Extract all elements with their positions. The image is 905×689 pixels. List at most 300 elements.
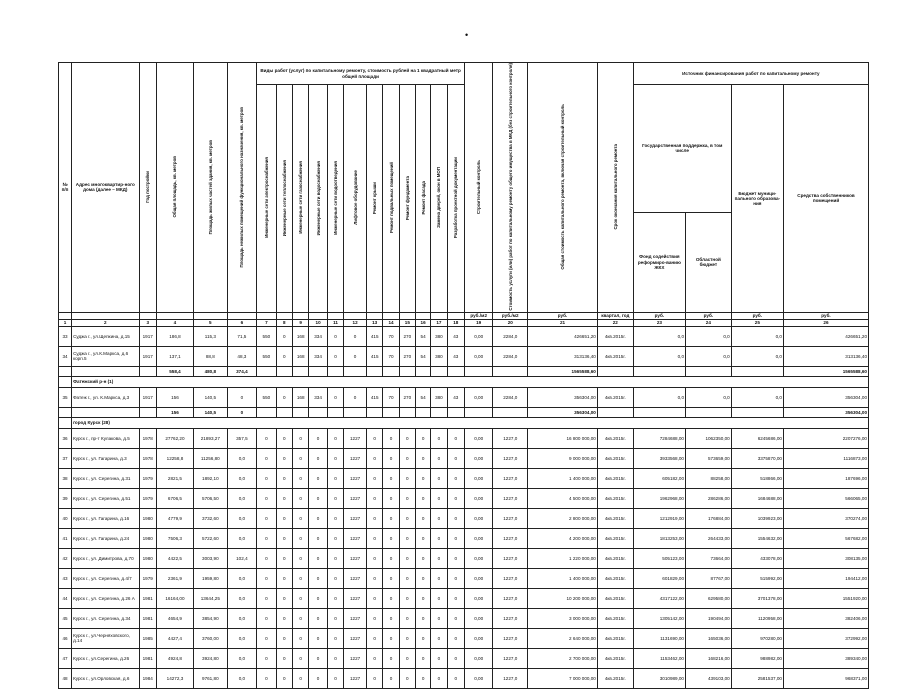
row-address: Курск г., ул. Гагарина, д.3 xyxy=(72,448,139,468)
subtotal-blank xyxy=(344,407,367,417)
table-row xyxy=(59,548,869,568)
row-address: Курск г., ул. Серегина, д.34 xyxy=(72,608,139,628)
section-header-row xyxy=(59,417,869,428)
row-work-cost: 0 xyxy=(447,428,464,448)
row-number: 37 xyxy=(59,448,72,468)
row-work-cost: 0 xyxy=(447,528,464,548)
subtotal-blank xyxy=(731,407,783,417)
column-number: 1 xyxy=(59,319,72,326)
row-work-cost: 0 xyxy=(309,528,328,548)
row-regional: 629580,00 xyxy=(686,588,732,608)
row-owners: 389340,00 xyxy=(783,648,868,668)
unit-cell-empty xyxy=(276,312,292,319)
row-work-cost: 0 xyxy=(344,387,367,407)
unit-cell-empty xyxy=(139,312,156,319)
row-work-cost: 0 xyxy=(309,428,328,448)
row-number: 34 xyxy=(59,346,72,366)
row-work-cost: 0 xyxy=(276,568,292,588)
row-total-cost: 2 800 000,00 xyxy=(528,508,598,528)
row-regional: 190494,00 xyxy=(686,608,732,628)
row-work-cost: 1227 xyxy=(344,428,367,448)
row-address: Фатеж г., ул. К.Маркса, д.3 xyxy=(72,387,139,407)
row-address: Курск г., ул. Серегина, д.26 А xyxy=(72,588,139,608)
row-unit-cost: 2284,0 xyxy=(493,346,528,366)
row-nonliving-area: 0,0 xyxy=(227,648,256,668)
row-nonliving-area: 0,0 xyxy=(227,448,256,468)
table-row xyxy=(59,346,869,366)
row-deadline: 4кв.2015г. xyxy=(597,326,633,346)
row-total-cost: 10 200 000,00 xyxy=(528,588,598,608)
column-number: 25 xyxy=(731,319,783,326)
subtotal-blank xyxy=(367,366,383,376)
row-work-cost: 43 xyxy=(447,346,464,366)
row-work-cost: 0 xyxy=(367,448,383,468)
row-work-cost: 0 xyxy=(276,468,292,488)
column-number: 19 xyxy=(465,319,493,326)
row-total-area: 4427,4 xyxy=(156,628,193,648)
col-work-header: Замена дверей, окон в МОП xyxy=(431,85,447,313)
row-work-cost: 0 xyxy=(416,468,431,488)
row-municipal: 2581537,00 xyxy=(731,668,783,688)
subtotal-cost: 356304,00 xyxy=(528,407,598,417)
row-fund: 1212919,00 xyxy=(633,508,685,528)
row-municipal: 3701378,00 xyxy=(731,588,783,608)
row-work-cost: 0 xyxy=(327,608,343,628)
row-total-cost: 1 220 000,00 xyxy=(528,548,598,568)
row-total-cost: 313136,40 xyxy=(528,346,598,366)
row-control: 0,00 xyxy=(465,387,493,407)
row-work-cost: 415 xyxy=(367,326,383,346)
unit-cell: руб. xyxy=(783,312,868,319)
row-work-cost: 0 xyxy=(327,628,343,648)
row-living-area: 13644,25 xyxy=(193,588,227,608)
row-work-cost: 0 xyxy=(309,628,328,648)
row-unit-cost: 1227,0 xyxy=(493,488,528,508)
row-control: 0,00 xyxy=(465,568,493,588)
row-regional: 0,0 xyxy=(686,326,732,346)
row-work-cost: 415 xyxy=(367,387,383,407)
row-municipal: 0,0 xyxy=(731,387,783,407)
row-fund: 3933568,00 xyxy=(633,448,685,468)
row-work-cost: 0 xyxy=(367,648,383,668)
row-deadline: 4кв.2015г. xyxy=(597,588,633,608)
column-number: 22 xyxy=(597,319,633,326)
row-work-cost: 550 xyxy=(257,387,277,407)
row-total-area: 156 xyxy=(156,387,193,407)
subtotal-blank xyxy=(72,366,139,376)
row-work-cost: 0 xyxy=(416,428,431,448)
row-unit-cost: 2284,0 xyxy=(493,326,528,346)
row-work-cost: 0 xyxy=(309,648,328,668)
row-total-cost: 356304,00 xyxy=(528,387,598,407)
row-total-area: 186,8 xyxy=(156,326,193,346)
row-year: 1917 xyxy=(139,346,156,366)
row-work-cost: 0 xyxy=(276,488,292,508)
row-work-cost: 0 xyxy=(431,528,447,548)
row-work-cost: 0 xyxy=(367,468,383,488)
row-number: 44 xyxy=(59,588,72,608)
row-control: 0,00 xyxy=(465,468,493,488)
subtotal-nonliving-area: 374,4 xyxy=(227,366,256,376)
row-number: 36 xyxy=(59,428,72,448)
row-unit-cost: 1227,0 xyxy=(493,468,528,488)
col-address-header: Адрес многоквартир-ного дома (далее – МКД) xyxy=(72,63,139,313)
row-nonliving-area: 357,5 xyxy=(227,428,256,448)
row-regional: 176884,00 xyxy=(686,508,732,528)
capital-repair-table xyxy=(58,62,869,689)
row-work-cost: 0 xyxy=(276,428,292,448)
row-work-cost: 0 xyxy=(416,668,431,688)
row-work-cost: 0 xyxy=(447,588,464,608)
subtotal-blank xyxy=(447,407,464,417)
row-work-cost: 334 xyxy=(309,346,328,366)
row-address: Суджа г., ул.К.Маркса, д.6 корп.5 xyxy=(72,346,139,366)
row-work-cost: 0 xyxy=(367,528,383,548)
row-nonliving-area: 0,0 xyxy=(227,588,256,608)
row-year: 1981 xyxy=(139,608,156,628)
row-unit-cost: 2284,0 xyxy=(493,387,528,407)
row-fund: 3010989,00 xyxy=(633,668,685,688)
row-work-cost: 0 xyxy=(383,528,399,548)
unit-cell-empty xyxy=(367,312,383,319)
row-work-cost: 0 xyxy=(293,508,309,528)
row-work-cost: 0 xyxy=(344,346,367,366)
row-work-cost: 0 xyxy=(416,608,431,628)
row-municipal: 970280,00 xyxy=(731,628,783,648)
row-work-cost: 1227 xyxy=(344,488,367,508)
row-work-cost: 0 xyxy=(327,346,343,366)
table-row xyxy=(59,608,869,628)
row-work-cost: 0 xyxy=(327,387,343,407)
row-fund: 1131690,00 xyxy=(633,628,685,648)
col-year-header: Год постройки xyxy=(139,63,156,313)
row-regional: 73664,00 xyxy=(686,548,732,568)
row-deadline: 4кв.2015г. xyxy=(597,387,633,407)
row-work-cost: 70 xyxy=(383,346,399,366)
row-work-cost: 550 xyxy=(257,326,277,346)
row-number: 38 xyxy=(59,468,72,488)
row-year: 1917 xyxy=(139,326,156,346)
row-living-area: 1959,80 xyxy=(193,568,227,588)
row-work-cost: 0 xyxy=(416,528,431,548)
row-control: 0,00 xyxy=(465,448,493,468)
subtotal-blank xyxy=(731,366,783,376)
row-work-cost: 1227 xyxy=(344,568,367,588)
row-work-cost: 0 xyxy=(447,508,464,528)
column-number: 11 xyxy=(327,319,343,326)
subtotal-blank xyxy=(431,366,447,376)
row-number: 35 xyxy=(59,387,72,407)
row-work-cost: 0 xyxy=(276,548,292,568)
page-mark: • xyxy=(465,30,469,40)
row-number: 46 xyxy=(59,628,72,648)
row-work-cost: 0 xyxy=(383,588,399,608)
row-regional: 573659,00 xyxy=(686,448,732,468)
subtotal-blank xyxy=(399,407,415,417)
row-total-area: 6706,5 xyxy=(156,488,193,508)
row-work-cost: 0 xyxy=(367,548,383,568)
col-municipal-header: Бюджет муници-пального образова-ния xyxy=(731,85,783,313)
row-deadline: 4кв.2015г. xyxy=(597,628,633,648)
row-deadline: 4кв.2015г. xyxy=(597,568,633,588)
row-work-cost: 0 xyxy=(383,508,399,528)
row-number: 45 xyxy=(59,608,72,628)
row-work-cost: 0 xyxy=(383,648,399,668)
row-address: Курск г., ул. Серегина, д.31 xyxy=(72,468,139,488)
col-num-header: № п/п xyxy=(59,63,72,313)
row-work-cost: 0 xyxy=(367,628,383,648)
row-work-cost: 0 xyxy=(399,648,415,668)
row-nonliving-area: 0,0 xyxy=(227,568,256,588)
unit-cell-empty xyxy=(293,312,309,319)
row-living-area: 3732,60 xyxy=(193,508,227,528)
row-work-cost: 0 xyxy=(399,468,415,488)
subtotal-nonliving-area: 0 xyxy=(227,407,256,417)
row-work-cost: 0 xyxy=(257,628,277,648)
column-number: 17 xyxy=(431,319,447,326)
subtotal-blank xyxy=(59,407,72,417)
row-total-area: 4779,9 xyxy=(156,508,193,528)
row-total-area: 16164,00 xyxy=(156,588,193,608)
column-numbers-row xyxy=(59,319,869,326)
subtotal-owners: 1565588,60 xyxy=(783,366,868,376)
unit-cell-empty xyxy=(72,312,139,319)
row-number: 42 xyxy=(59,548,72,568)
col-work-header: Ремонт фасада xyxy=(416,85,431,313)
row-regional: 88258,00 xyxy=(686,468,732,488)
subtotal-blank xyxy=(327,366,343,376)
row-work-cost: 0 xyxy=(276,628,292,648)
row-work-cost: 0 xyxy=(399,628,415,648)
row-work-cost: 0 xyxy=(309,668,328,688)
row-work-cost: 0 xyxy=(416,588,431,608)
row-year: 1981 xyxy=(139,588,156,608)
row-number: 43 xyxy=(59,568,72,588)
subtotal-blank xyxy=(465,366,493,376)
column-number: 23 xyxy=(633,319,685,326)
row-nonliving-area: 0,0 xyxy=(227,668,256,688)
subtotal-blank xyxy=(633,407,685,417)
row-control: 0,00 xyxy=(465,628,493,648)
row-number: 40 xyxy=(59,508,72,528)
row-total-area: 4924,8 xyxy=(156,648,193,668)
row-work-cost: 1227 xyxy=(344,448,367,468)
subtotal-cost: 1565588,60 xyxy=(528,366,598,376)
row-total-area: 137,1 xyxy=(156,346,193,366)
table-body xyxy=(59,326,869,688)
unit-cell-empty xyxy=(257,312,277,319)
unit-cell-empty xyxy=(327,312,343,319)
row-work-cost: 0 xyxy=(431,668,447,688)
row-work-cost: 0 xyxy=(276,668,292,688)
row-work-cost: 0 xyxy=(293,628,309,648)
section-header-row xyxy=(59,376,869,387)
row-work-cost: 1227 xyxy=(344,628,367,648)
subtotal-blank xyxy=(416,407,431,417)
row-work-cost: 0 xyxy=(327,568,343,588)
subtotal-blank xyxy=(257,366,277,376)
row-living-area: 88,8 xyxy=(193,346,227,366)
column-number: 20 xyxy=(493,319,528,326)
unit-cell-empty xyxy=(227,312,256,319)
row-municipal: 1039923,00 xyxy=(731,508,783,528)
row-unit-cost: 1227,0 xyxy=(493,448,528,468)
row-work-cost: 0 xyxy=(309,448,328,468)
row-work-cost: 0 xyxy=(276,608,292,628)
row-work-cost: 334 xyxy=(309,326,328,346)
subtotal-blank xyxy=(686,407,732,417)
section-label: город Курск (28) xyxy=(72,417,869,428)
row-work-cost: 0 xyxy=(309,588,328,608)
row-work-cost: 0 xyxy=(431,508,447,528)
subtotal-blank xyxy=(597,366,633,376)
row-nonliving-area: 0,0 xyxy=(227,488,256,508)
column-number: 12 xyxy=(344,319,367,326)
row-work-cost: 0 xyxy=(257,548,277,568)
row-unit-cost: 1227,0 xyxy=(493,608,528,628)
subtotal-blank xyxy=(431,407,447,417)
row-work-cost: 0 xyxy=(447,668,464,688)
row-work-cost: 0 xyxy=(447,448,464,468)
col-unit-cost-header: Стоимость услуги (или) работ по капитальному ремонту общего имущества в МКД (без строительного контроля) xyxy=(493,63,528,313)
row-regional: 1062350,00 xyxy=(686,428,732,448)
row-total-area: 7506,3 xyxy=(156,528,193,548)
row-deadline: 4кв.2015г. xyxy=(597,548,633,568)
row-work-cost: 334 xyxy=(309,387,328,407)
row-living-area: 3854,90 xyxy=(193,608,227,628)
row-work-cost: 0 xyxy=(383,668,399,688)
row-living-area: 3760,00 xyxy=(193,628,227,648)
subtotal-blank xyxy=(447,366,464,376)
row-work-cost: 0 xyxy=(309,488,328,508)
row-total-cost: 4 200 000,00 xyxy=(528,528,598,548)
row-fund: 1305142,00 xyxy=(633,608,685,628)
row-work-cost: 0 xyxy=(344,326,367,346)
column-number: 24 xyxy=(686,319,732,326)
row-control: 0,00 xyxy=(465,488,493,508)
subtotal-blank xyxy=(309,407,328,417)
col-work-header: Ремонт подвальных помещений xyxy=(383,85,399,313)
row-work-cost: 0 xyxy=(416,628,431,648)
row-total-area: 27762,20 xyxy=(156,428,193,448)
row-year: 1980 xyxy=(139,528,156,548)
subtotal-blank xyxy=(59,366,72,376)
row-unit-cost: 1227,0 xyxy=(493,508,528,528)
row-unit-cost: 1227,0 xyxy=(493,648,528,668)
unit-cell-empty xyxy=(399,312,415,319)
row-work-cost: 0 xyxy=(367,568,383,588)
row-work-cost: 415 xyxy=(367,346,383,366)
subtotal-blank xyxy=(257,407,277,417)
row-work-cost: 0 xyxy=(447,548,464,568)
row-work-cost: 168 xyxy=(293,346,309,366)
table-row xyxy=(59,508,869,528)
row-work-cost: 0 xyxy=(431,608,447,628)
row-work-cost: 0 xyxy=(327,468,343,488)
row-unit-cost: 1227,0 xyxy=(493,568,528,588)
row-control: 0,00 xyxy=(465,508,493,528)
table-row xyxy=(59,528,869,548)
row-year: 1979 xyxy=(139,568,156,588)
row-fund: 7284688,00 xyxy=(633,428,685,448)
row-year: 1979 xyxy=(139,488,156,508)
row-work-cost: 0 xyxy=(367,608,383,628)
subtotal-blank xyxy=(416,366,431,376)
row-number: 33 xyxy=(59,326,72,346)
row-nonliving-area: 102,4 xyxy=(227,548,256,568)
works-group-header: Виды работ (услуг) по капитальному ремонту, стоимость рублей на 1 квадратный метр общей площади xyxy=(257,63,465,85)
row-total-area: 2361,9 xyxy=(156,568,193,588)
row-work-cost: 0 xyxy=(276,588,292,608)
row-regional: 168216,00 xyxy=(686,648,732,668)
col-work-header: Инженерные сети водоснабжения xyxy=(309,85,328,313)
column-number: 5 xyxy=(193,319,227,326)
row-work-cost: 0 xyxy=(276,448,292,468)
units-row xyxy=(59,312,869,319)
col-deadline-header: Срок окончания капитального ремонта xyxy=(597,63,633,313)
row-address: Курск г., ул.Орловская, д.6 xyxy=(72,668,139,688)
subtotal-blank xyxy=(686,366,732,376)
row-control: 0,00 xyxy=(465,588,493,608)
column-number: 26 xyxy=(783,319,868,326)
row-address: Курск г., ул. Серегина, д.4/7 xyxy=(72,568,139,588)
row-work-cost: 0 xyxy=(309,568,328,588)
subtotal-blank xyxy=(72,407,139,417)
subtotal-blank xyxy=(493,366,528,376)
row-work-cost: 0 xyxy=(399,448,415,468)
row-nonliving-area: 48,3 xyxy=(227,346,256,366)
col-work-header: Ремонт фундамента xyxy=(399,85,415,313)
row-fund: 4317122,00 xyxy=(633,588,685,608)
row-living-area: 140,5 xyxy=(193,387,227,407)
row-work-cost: 380 xyxy=(431,387,447,407)
row-living-area: 9761,80 xyxy=(193,668,227,688)
table-row xyxy=(59,326,869,346)
column-number: 21 xyxy=(528,319,598,326)
row-year: 1978 xyxy=(139,428,156,448)
unit-cell-empty xyxy=(309,312,328,319)
column-number: 13 xyxy=(367,319,383,326)
subtotal-blank xyxy=(276,366,292,376)
column-number: 9 xyxy=(293,319,309,326)
row-work-cost: 0 xyxy=(257,448,277,468)
row-regional: 286286,00 xyxy=(686,488,732,508)
col-work-header: Разработка проектной документации xyxy=(447,85,464,313)
row-work-cost: 0 xyxy=(293,528,309,548)
row-work-cost: 0 xyxy=(431,428,447,448)
row-work-cost: 54 xyxy=(416,346,431,366)
subtotal-blank xyxy=(399,366,415,376)
row-nonliving-area: 0,0 xyxy=(227,608,256,628)
subtotal-blank xyxy=(276,407,292,417)
column-number: 15 xyxy=(399,319,415,326)
row-number: 39 xyxy=(59,488,72,508)
row-living-area: 115,3 xyxy=(193,326,227,346)
row-work-cost: 0 xyxy=(447,628,464,648)
row-work-cost: 0 xyxy=(383,608,399,628)
row-address: Курск г., ул. Серегина, д.51 xyxy=(72,488,139,508)
row-work-cost: 0 xyxy=(416,548,431,568)
row-work-cost: 0 xyxy=(367,488,383,508)
row-work-cost: 0 xyxy=(309,508,328,528)
row-address: Суджа г., ул.Щепкина, д.15 xyxy=(72,326,139,346)
row-deadline: 4кв.2015г. xyxy=(597,346,633,366)
col-work-header: Ремонт крыши xyxy=(367,85,383,313)
unit-cell: руб. xyxy=(633,312,685,319)
row-municipal: 433078,00 xyxy=(731,548,783,568)
row-work-cost: 0 xyxy=(327,588,343,608)
row-owners: 1551920,00 xyxy=(783,588,868,608)
